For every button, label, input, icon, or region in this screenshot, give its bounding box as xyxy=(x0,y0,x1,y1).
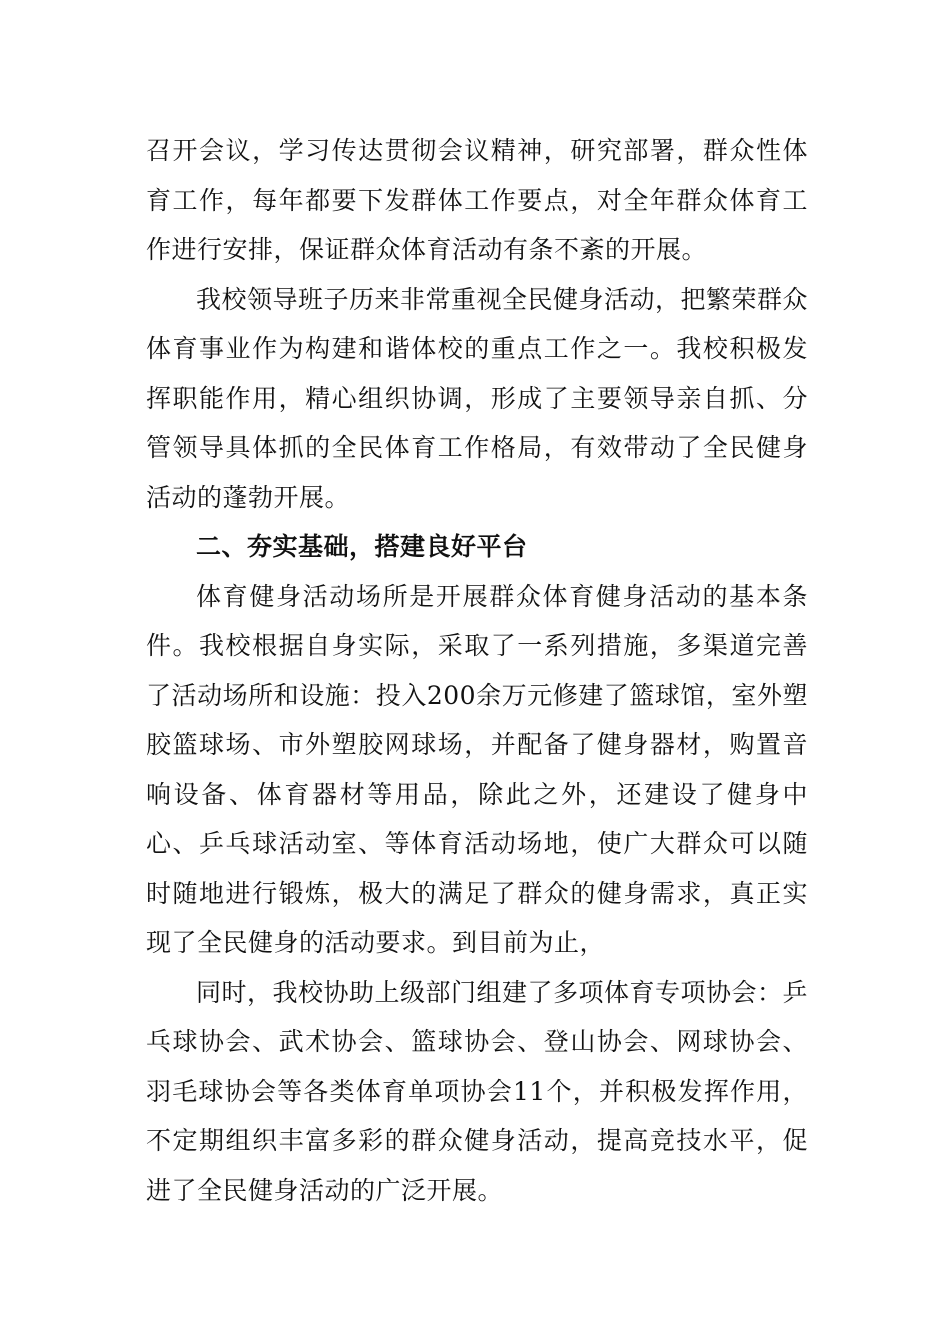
document-body xyxy=(146,126,808,1215)
paragraph-leadership: 我校领导班子历来非常重视全民健身活动，把繁荣群众体育事业作为构建和谐体校的重点工作之一。我校积极发挥职能作用，精心组织协调，形成了主要领导亲自抓、分管领导具体抓的全民体育工作格局，有效带动了全民健身活动的蓬勃开展。 xyxy=(146,284,809,512)
paragraph-associations: 同时，我校协助上级部门组建了多项体育专项协会：乒乓球协会、武术协会、篮球协会、登山协会、网球协会、羽毛球协会等各类体育单项协会11个，并积极发挥作用，不定期组织丰富多彩的群众健身活动，提高竞技水平，促进了全民健身活动的广泛开展。 xyxy=(146,977,809,1205)
paragraph-continuation: 召开会议，学习传达贯彻会议精神，研究部署，群众性体育工作，每年都要下发群体工作要点，对全年群众体育工作进行安排，保证群众体育活动有条不紊的开展。 xyxy=(146,136,808,264)
section-heading: 二、夯实基础，搭建良好平台 xyxy=(196,532,528,561)
paragraph-facilities: 体育健身活动场所是开展群众体育健身活动的基本条件。我校根据自身实际，采取了一系列措施，多渠道完善了活动场所和设施：投入200余万元修建了篮球馆，室外塑胶篮球场、市外塑胶网球场，并配备了健身器材，购置音响设备、体育器材等用品，除此之外，还建设了健身中心、乒乓球活动室、等体育活动场地，使广大群众可以随时随地进行锻炼，极大的满足了群众的健身需求，真正实现了全民健身的活动要求。到目前为止， xyxy=(146,581,808,957)
